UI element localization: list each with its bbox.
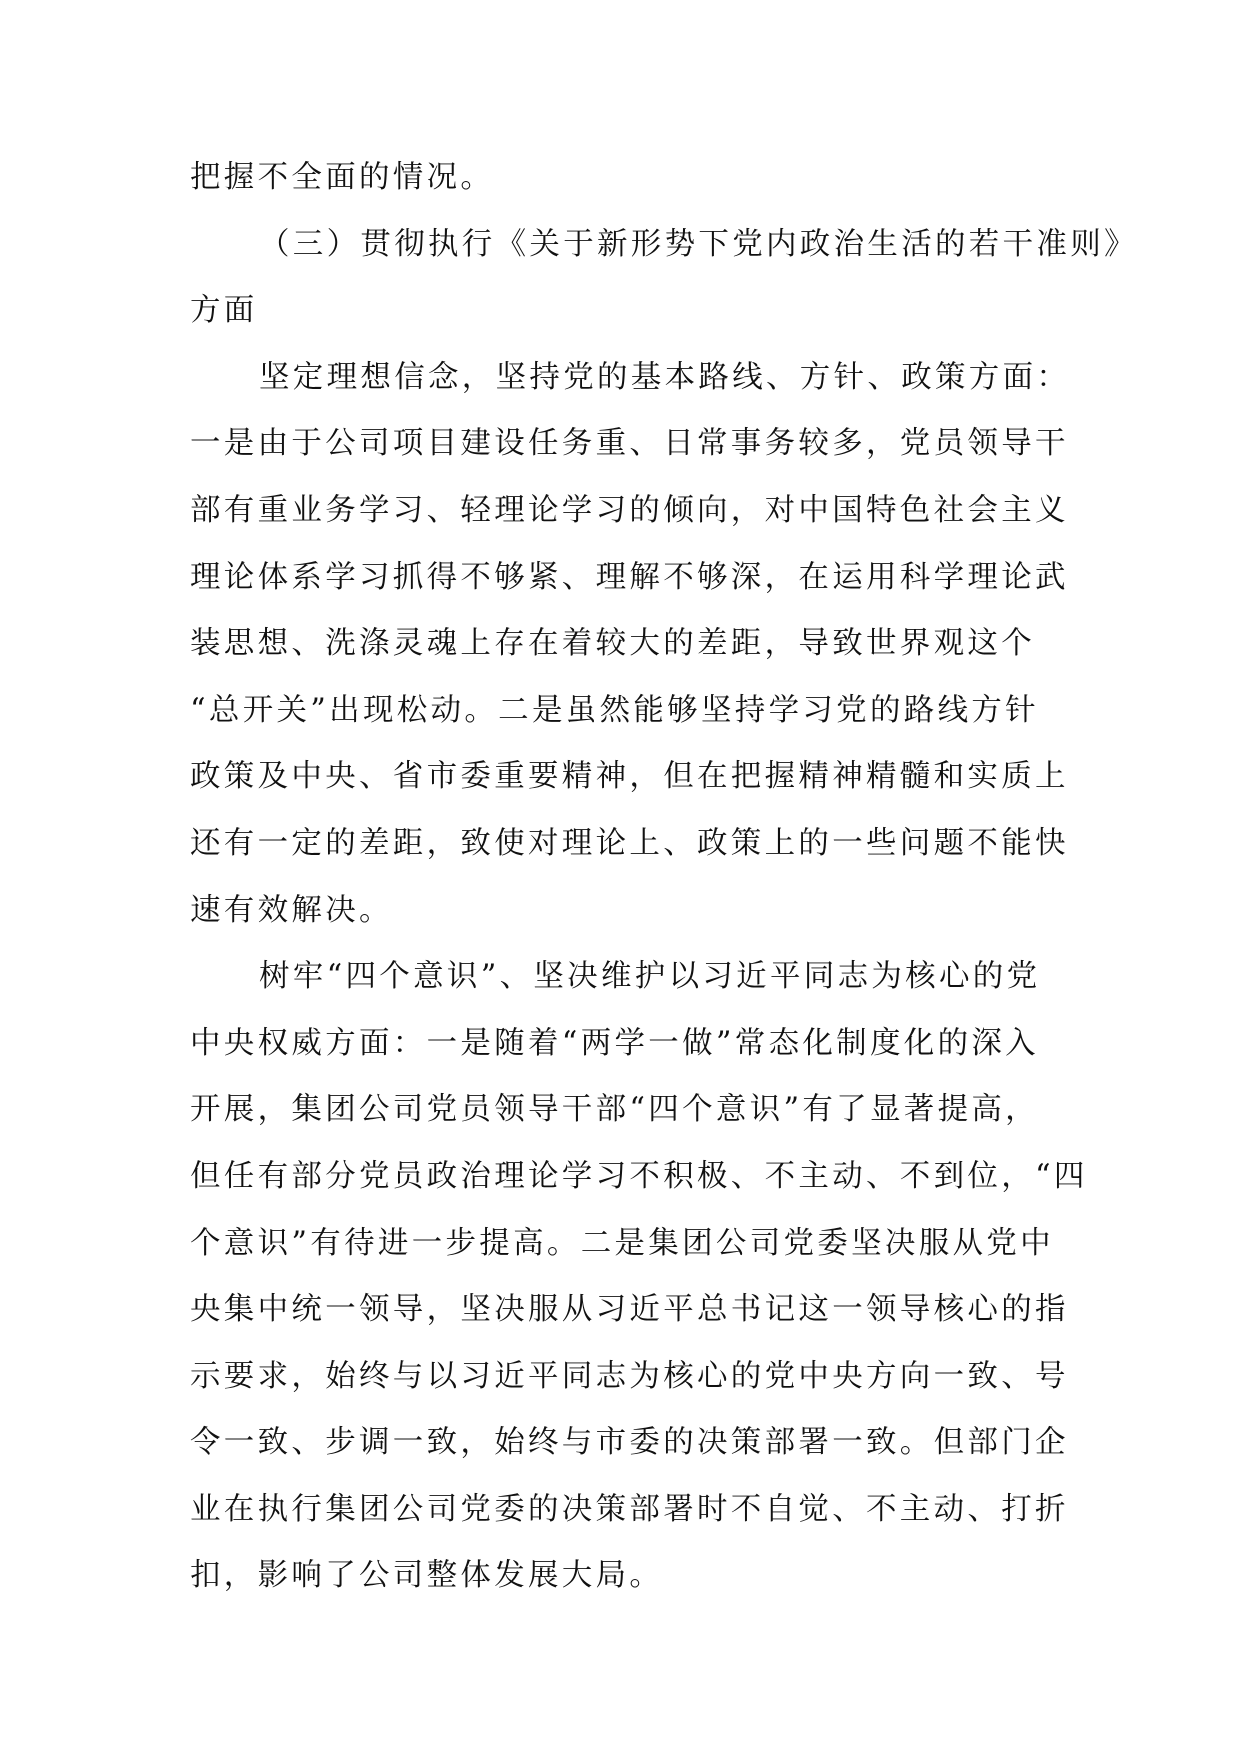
text-line: 装思想、洗涤灵魂上存在着较大的差距，导致世界观这个 [190, 626, 1035, 662]
text-line: 示要求，始终与以习近平同志为核心的党中央方向一致、号 [190, 1358, 1069, 1394]
paragraph-four-consciousness [190, 944, 1088, 1610]
text-line: 开展，集团公司党员领导干部“四个意识”有了显著提高， [190, 1092, 1039, 1128]
text-line: 方面 [190, 293, 258, 329]
text-line: 个意识”有待进一步提高。二是集团公司党委坚决服从党中 [190, 1225, 1054, 1261]
text-line: 树牢“四个意识”、坚决维护以习近平同志为核心的党 [259, 959, 1041, 995]
text-line: “总开关”出现松动。二是虽然能够坚持学习党的路线方针 [190, 692, 1039, 728]
text-line: 扣，影响了公司整体发展大局。 [190, 1558, 664, 1594]
paragraph-continuation [190, 145, 1052, 212]
document-body [190, 145, 1138, 1610]
text-line: 业在执行集团公司党委的决策部署时不自觉、不主动、打折 [190, 1491, 1069, 1527]
text-line: 把握不全面的情况。 [190, 160, 495, 195]
text-line: 理论体系学习抓得不够紧、理解不够深，在运用科学理论武 [190, 559, 1069, 595]
text-line: 政策及中央、省市委重要精神，但在把握精神精髓和实质上 [190, 759, 1069, 795]
text-line: 中央权威方面：一是随着“两学一做”常态化制度化的深入 [190, 1025, 1039, 1061]
paragraph-ideals [190, 345, 1071, 944]
section-heading [190, 212, 1138, 345]
text-line: 令一致、步调一致，始终与市委的决策部署一致。但部门企 [190, 1425, 1069, 1461]
text-line: 央集中统一领导，坚决服从习近平总书记这一领导核心的指 [190, 1292, 1069, 1328]
text-line: （三）贯彻执行《关于新形势下党内政治生活的若干准则》 [259, 226, 1138, 262]
text-line: 一是由于公司项目建设任务重、日常事务较多，党员领导干 [190, 426, 1069, 462]
text-line: 坚定理想信念，坚持党的基本路线、方针、政策方面： [259, 359, 1071, 395]
text-line: 还有一定的差距，致使对理论上、政策上的一些问题不能快 [190, 825, 1069, 861]
text-line: 部有重业务学习、轻理论学习的倾向，对中国特色社会主义 [190, 492, 1069, 528]
text-line: 速有效解决。 [190, 892, 393, 928]
text-line: 但任有部分党员政治理论学习不积极、不主动、不到位，“四 [190, 1158, 1088, 1194]
